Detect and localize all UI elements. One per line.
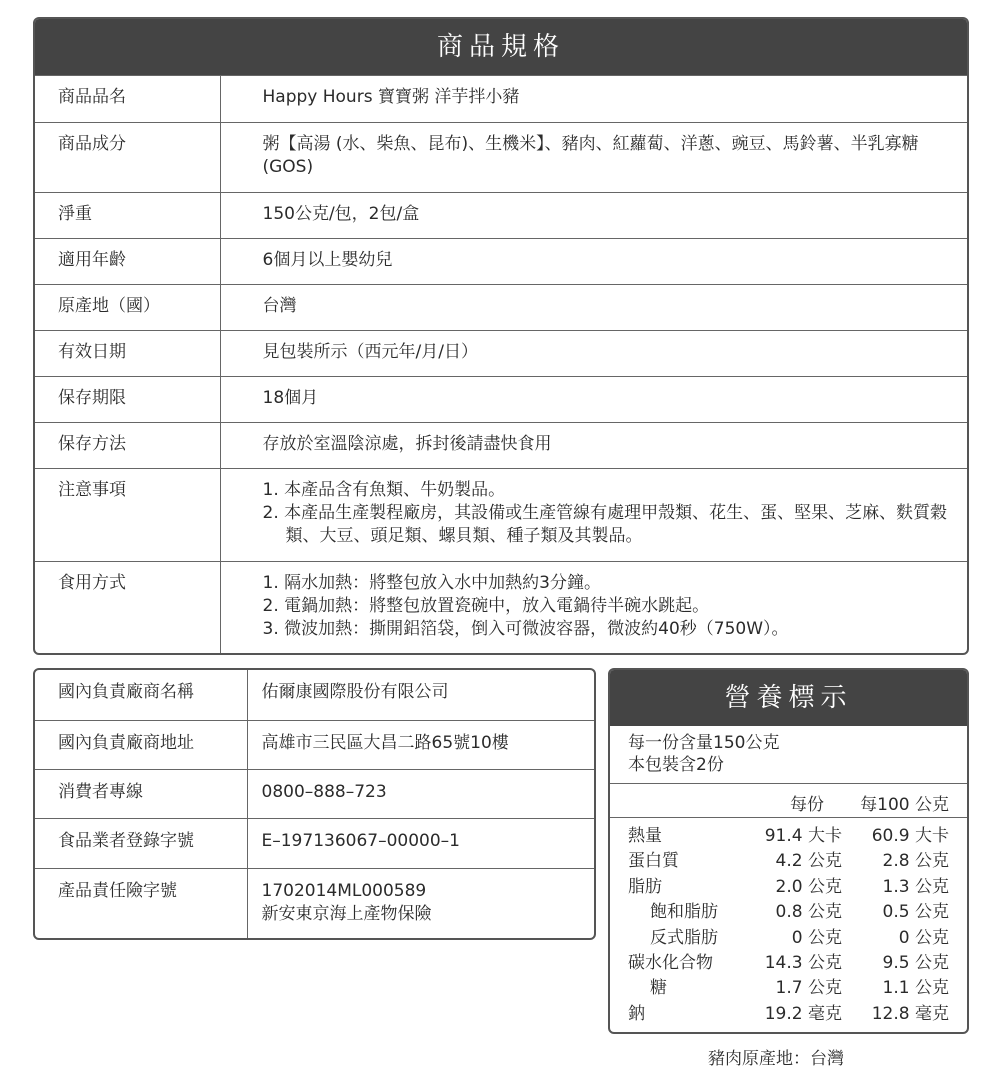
company-rows	[35, 670, 594, 938]
spec-value: 18個月	[220, 377, 967, 423]
serving-info	[610, 726, 967, 784]
company-row	[35, 769, 594, 818]
spec-label: 淨重	[35, 193, 220, 239]
nutrient-name: 糖	[650, 978, 667, 999]
nutrition-row	[610, 926, 967, 951]
spec-row	[35, 285, 967, 331]
company-row	[35, 868, 594, 938]
spec-label: 原產地（國）	[35, 285, 220, 331]
servings-per-pack: 本包裝含2份	[628, 755, 724, 775]
spec-row-notes	[35, 469, 967, 562]
spec-rows	[35, 75, 967, 655]
nutrient-per-100g: 9.5 公克	[882, 952, 949, 973]
nutrition-row	[610, 900, 967, 925]
spec-row	[35, 76, 967, 123]
nutrient-per-serving: 91.4 大卡	[764, 826, 842, 846]
nutrient-name: 碳水化合物	[628, 952, 713, 973]
product-spec-table	[33, 17, 969, 655]
col-per-100g: 每100 公克	[860, 795, 949, 815]
nutrition-row	[610, 875, 967, 900]
nutrition-row	[610, 824, 967, 849]
spec-row	[35, 239, 967, 285]
spec-value: 150公克/包，2包/盒	[220, 193, 967, 239]
usage-item: 2. 電鍋加熱：將整包放置瓷碗中，放入電鍋待半碗水跳起。	[262, 596, 710, 616]
spec-row	[35, 377, 967, 423]
nutrient-name: 脂肪	[628, 876, 662, 897]
spec-label: 保存方法	[35, 423, 220, 469]
company-row	[35, 818, 594, 868]
nutrient-per-100g: 1.1 公克	[882, 978, 949, 999]
company-row	[35, 720, 594, 769]
nutrient-name: 反式脂肪	[650, 927, 718, 948]
spec-row	[35, 123, 967, 193]
note-item: 1. 本產品含有魚類、牛奶製品。	[262, 480, 506, 500]
company-label: 產品責任險字號	[35, 868, 247, 938]
notes-list	[220, 469, 967, 562]
nutrient-per-100g: 0 公克	[898, 927, 949, 948]
company-row	[35, 670, 594, 720]
spec-label: 保存期限	[35, 377, 220, 423]
company-value: 高雄市三民區大昌二路65號10樓	[247, 720, 594, 769]
pork-origin-note: 豬肉原產地：台灣	[708, 1049, 844, 1069]
nutrition-row	[610, 976, 967, 1001]
company-info-table	[33, 668, 596, 940]
nutrition-row	[610, 951, 967, 976]
nutrition-rows	[610, 818, 967, 1027]
nutrient-per-100g: 2.8 公克	[882, 851, 949, 872]
spec-row	[35, 331, 967, 377]
nutrition-title: 營養標示	[610, 670, 967, 726]
spec-value: 粥【高湯 (水、柴魚、昆布)、生機米】、豬肉、紅蘿蔔、洋蔥、豌豆、馬鈴薯、半乳寡糖 (GOS)	[220, 123, 967, 193]
note-item: 2. 本產品生產製程廠房，其設備或生產管線有處理甲殼類、花生、蛋、堅果、芝麻、麩質穀類、大豆、頭足類、螺貝類、種子類及其製品。	[262, 503, 948, 546]
insurance-company: 新安東京海上產物保險	[261, 903, 432, 924]
company-value: E–197136067–00000–1	[247, 818, 594, 868]
spec-label: 商品品名	[35, 76, 220, 123]
nutrient-per-serving: 0.8 公克	[775, 902, 842, 923]
nutrient-name: 飽和脂肪	[650, 902, 718, 923]
company-label: 國內負責廠商地址	[35, 720, 247, 769]
nutrient-per-serving: 0 公克	[791, 927, 842, 948]
nutrient-per-serving: 4.2 公克	[775, 851, 842, 872]
spec-value: Happy Hours 寶寶粥 洋芋拌小豬	[220, 76, 967, 123]
serving-size: 每一份含量150公克	[628, 733, 780, 753]
spec-title: 商品規格	[35, 19, 967, 75]
nutrition-column-header	[610, 784, 967, 818]
spec-label: 商品成分	[35, 123, 220, 193]
spec-label: 適用年齡	[35, 239, 220, 285]
company-label: 食品業者登錄字號	[35, 818, 247, 868]
spec-label: 食用方式	[35, 562, 220, 656]
company-label: 國內負責廠商名稱	[35, 670, 247, 720]
spec-value: 見包裝所示（西元年/月/日）	[220, 331, 967, 377]
nutrient-name: 熱量	[628, 826, 662, 846]
nutrient-name: 蛋白質	[628, 851, 679, 872]
usage-item: 3. 微波加熱：撕開鋁箔袋，倒入可微波容器，微波約40秒（750W）。	[262, 619, 789, 639]
usage-item: 1. 隔水加熱：將整包放入水中加熱約3分鐘。	[262, 573, 601, 593]
company-value: 佑爾康國際股份有限公司	[247, 670, 594, 720]
spec-row	[35, 423, 967, 469]
col-per-serving: 每份	[790, 795, 824, 815]
insurance-number: 1702014ML000589	[261, 880, 427, 901]
nutrition-facts	[608, 668, 969, 1034]
nutrient-per-serving: 19.2 毫克	[764, 1003, 842, 1024]
nutrient-per-100g: 60.9 大卡	[871, 826, 949, 846]
nutrient-per-serving: 14.3 公克	[764, 952, 842, 973]
spec-value: 6個月以上嬰幼兒	[220, 239, 967, 285]
nutrient-per-100g: 1.3 公克	[882, 876, 949, 897]
nutrient-per-serving: 2.0 公克	[775, 876, 842, 897]
spec-row	[35, 193, 967, 239]
spec-row-usage	[35, 562, 967, 656]
nutrient-name: 鈉	[628, 1003, 645, 1024]
spec-label: 有效日期	[35, 331, 220, 377]
spec-label: 注意事項	[35, 469, 220, 562]
nutrient-per-serving: 1.7 公克	[775, 978, 842, 999]
company-value: 0800–888–723	[247, 769, 594, 818]
spec-value: 台灣	[220, 285, 967, 331]
company-value	[247, 868, 594, 938]
spec-value: 存放於室溫陰涼處，拆封後請盡快食用	[220, 423, 967, 469]
nutrient-per-100g: 0.5 公克	[882, 902, 949, 923]
nutrition-row	[610, 1002, 967, 1027]
usage-list	[220, 562, 967, 656]
nutrition-row	[610, 849, 967, 874]
nutrient-per-100g: 12.8 毫克	[871, 1003, 949, 1024]
company-label: 消費者專線	[35, 769, 247, 818]
